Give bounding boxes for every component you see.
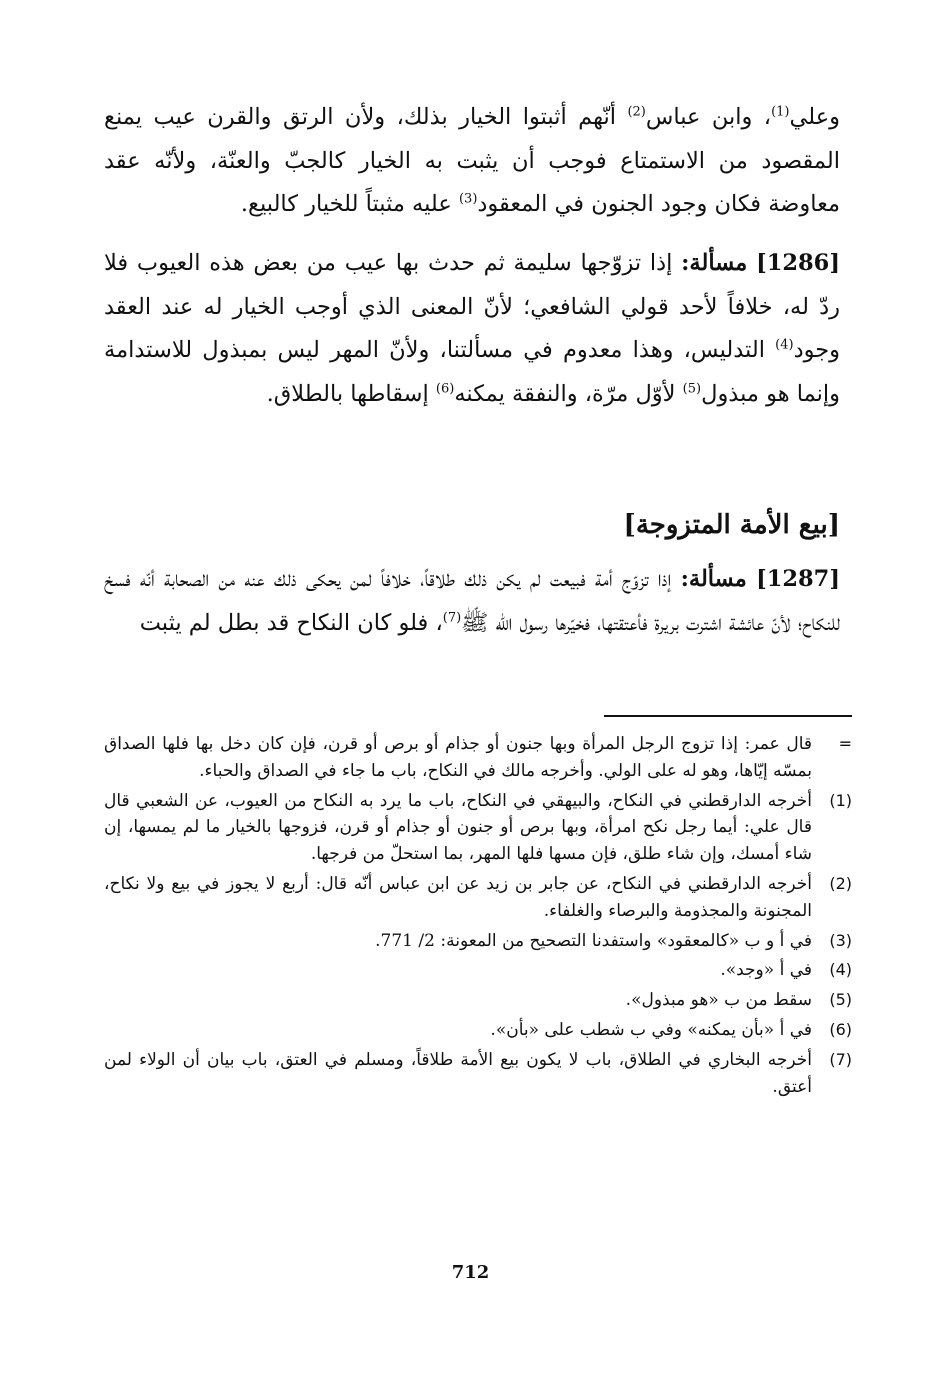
footnote xyxy=(104,1017,852,1044)
footnote-text: أخرجه البخاري في الطلاق، باب لا يكون بيع الأمة طلاقاً، ومسلم في العتق، باب بيان أن الولاء لمن أعتق. xyxy=(104,1049,812,1097)
page-number: 712 xyxy=(451,1262,490,1283)
text-run: وعلي xyxy=(789,104,840,130)
footnote-ref-1: (1) xyxy=(771,104,790,120)
footnote-mark: (1) xyxy=(829,790,852,810)
text-run: إذا تزوّجها سليمة ثم حدث بها عيب من بعض هذه العيوب فلا ردّ له، خلافاً لأحد قولي الشافعي؛ لأنّ المعنى الذي أوجب الخيار له عند العقد وجود xyxy=(104,250,840,363)
issue-1286-paragraph xyxy=(104,242,840,416)
footnote-ref-3: (3) xyxy=(458,191,478,207)
text-run: ، وابن عباس xyxy=(645,104,772,130)
footnote-text: في أ «وجد». xyxy=(720,960,812,981)
footnote-text: أخرجه الدارقطني في النكاح، والبيهقي في النكاح، باب ما يرد به النكاح من العيوب، عن الشعبي قال قال علي: أيما رجل نكح امرأة، وبها برص أو جنون أو جذام أو قرن، فزوجها بالخيار ما لم يمسها، إن شاء أمسك، وإن شاء طلق، فإن مسها فلها المهر، بما استحلّ من فرجها. xyxy=(104,790,812,865)
footnote-divider xyxy=(604,715,852,717)
footnote xyxy=(104,731,852,785)
text-run: لأوّل مرّة، والنفقة يمكنه xyxy=(454,380,683,407)
text-run: عليه مثبتاً للخيار كالبيع. xyxy=(240,191,459,217)
footnote-mark: (4) xyxy=(829,960,852,980)
footnote-mark: (7) xyxy=(829,1049,852,1069)
footnote-mark: (5) xyxy=(829,990,852,1010)
issue-label: مسألة: xyxy=(681,250,748,276)
footnote-ref-7: (7) xyxy=(442,610,462,625)
footnote-text: في أ و ب «كالمعقود» واستفدنا التصحيح من المعونة: 2/ 771. xyxy=(375,930,812,951)
footnote-mark: (6) xyxy=(829,1019,852,1039)
footnote-mark: (3) xyxy=(829,930,852,950)
footnote-text: قال عمر: إذا تزوج الرجل المرأة وبها جنون أو جذام أو برص أو قرن، فإن كان دخل بها فلها الصداق بمسّه إيّاها، وهو له على الولي. وأخرجه مالك في النكاح، باب ما جاء في الصداق والحباء. xyxy=(104,734,812,781)
text-run: إسقاطها بالطلاق. xyxy=(266,380,436,407)
issue-1287-paragraph xyxy=(104,558,840,645)
footnote xyxy=(104,1047,852,1101)
footnote-mark: (2) xyxy=(829,873,852,893)
footnote-text: سقط من ب «هو مبذول». xyxy=(625,990,812,1011)
text-run: ، فلو كان النكاح قد بطل لم يثبت xyxy=(139,609,443,636)
footnote-text: أخرجه الدارقطني في النكاح، عن جابر بن زيد عن ابن عباس أنّه قال: أربع لا يجوز في بيع ولا نكاح، المجنونة والمجذومة والبرصاء والغلفاء. xyxy=(104,873,812,921)
footnote xyxy=(104,957,852,984)
issue-label: مسألة: xyxy=(680,566,747,592)
footnote-ref-6: (6) xyxy=(435,381,455,396)
paragraph-continuation xyxy=(104,96,840,227)
footnote xyxy=(104,871,852,925)
footnote-ref-5: (5) xyxy=(682,381,702,396)
text-run: التدليس، وهذا معدوم في مسألتنا، ولأنّ المهر ليس بمبذول للاستدامة وإنما هو مبذول xyxy=(104,337,840,407)
footnote-ref-4: (4) xyxy=(775,337,794,353)
issue-number: [1287] xyxy=(756,566,840,592)
footnote xyxy=(104,987,852,1014)
text-run: إذا تزوّج أمة فبيعت لم يكن ذلك طلاقاً، خلافاً لمن يحكى ذلك عنه من الصحابة أنّه فسخ للنكاح؛ لأنّ عائشة اشترت بريرة فأعتقتها، فخيّرها رسول الله ﷺ xyxy=(104,566,840,636)
footnote-mark: = xyxy=(838,734,852,753)
section-heading: [بيع الأمة المتزوجة] xyxy=(623,510,840,540)
footnote xyxy=(104,928,852,955)
footnote-ref-2: (2) xyxy=(627,104,646,120)
issue-number: [1286] xyxy=(756,250,840,276)
footnotes-section xyxy=(104,731,852,1103)
text-run: أنّهم أثبتوا الخيار بذلك، ولأن الرتق والقرن عيب يمنع المقصود من الاستمتاع فوجب أن يثبت به الخيار كالجبّ والعنّة، ولأنّه عقد معاوضة فكان وجود الجنون في المعقود xyxy=(104,104,840,217)
footnote-text: في أ «بأن يمكنه» وفي ب شطب على «بأن». xyxy=(490,1019,812,1040)
footnote xyxy=(104,788,852,868)
